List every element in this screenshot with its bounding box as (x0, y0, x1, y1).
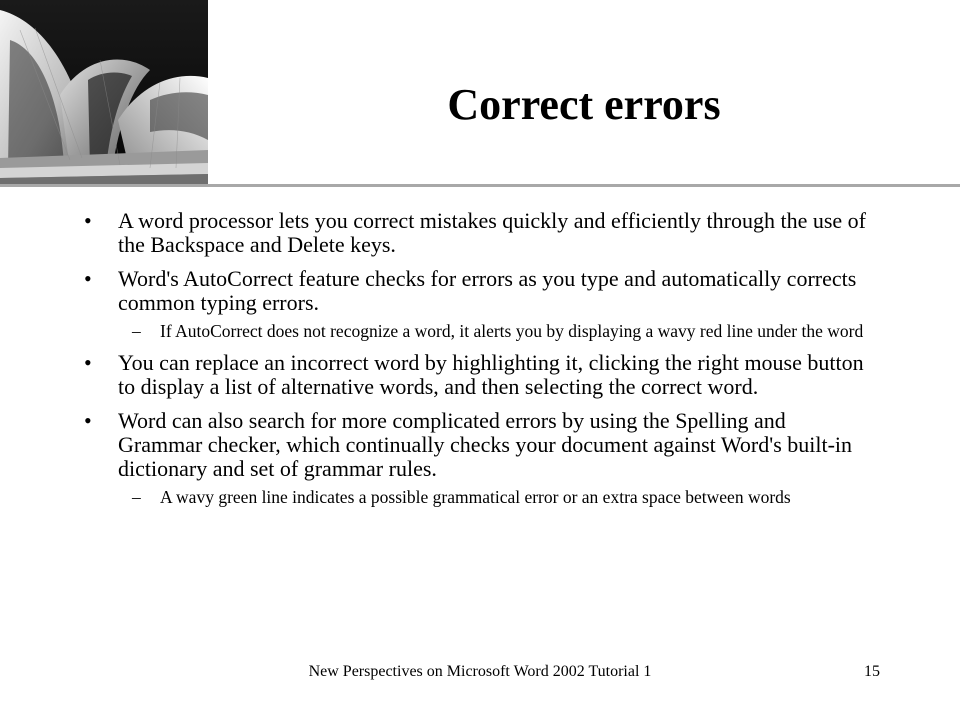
bullet-text: A word processor lets you correct mistakes quickly and efficiently through the use of the Backspace and Delete keys. (118, 208, 867, 257)
bullet-item (84, 351, 874, 399)
slide-title: Correct errors (447, 80, 721, 129)
sub-bullet-marker: – (132, 487, 141, 507)
page-number: 15 (864, 663, 880, 680)
sub-bullet-item (84, 321, 874, 341)
bullet-item (84, 209, 874, 257)
opera-house-photo (0, 0, 208, 186)
bullet-item (84, 267, 874, 315)
bullet-list (84, 209, 874, 517)
bullet-text: You can replace an incorrect word by highlighting it, clicking the right mouse button to display a list of alternative words, and then selecting the correct word. (118, 350, 864, 399)
sub-bullet-item (84, 487, 874, 507)
sub-bullet-text: If AutoCorrect does not recognize a word, it alerts you by displaying a wavy red line under the word (160, 321, 864, 341)
slide-footer: New Perspectives on Microsoft Word 2002 Tutorial 1 (308, 663, 652, 680)
bullet-marker: • (84, 208, 92, 233)
sub-bullet-marker: – (132, 321, 141, 341)
bullet-marker: • (84, 350, 92, 375)
sub-bullet-text: A wavy green line indicates a possible grammatical error or an extra space between words (160, 487, 791, 507)
bullet-text: Word can also search for more complicated errors by using the Spelling and Grammar checker, which continually checks your document against Word's built-in dictionary and set of grammar rules. (118, 408, 853, 481)
title-divider (0, 184, 960, 187)
bullet-text: Word's AutoCorrect feature checks for errors as you type and automatically corrects common typing errors. (118, 266, 857, 315)
bullet-marker: • (84, 408, 92, 433)
bullet-marker: • (84, 266, 92, 291)
bullet-item (84, 409, 874, 481)
